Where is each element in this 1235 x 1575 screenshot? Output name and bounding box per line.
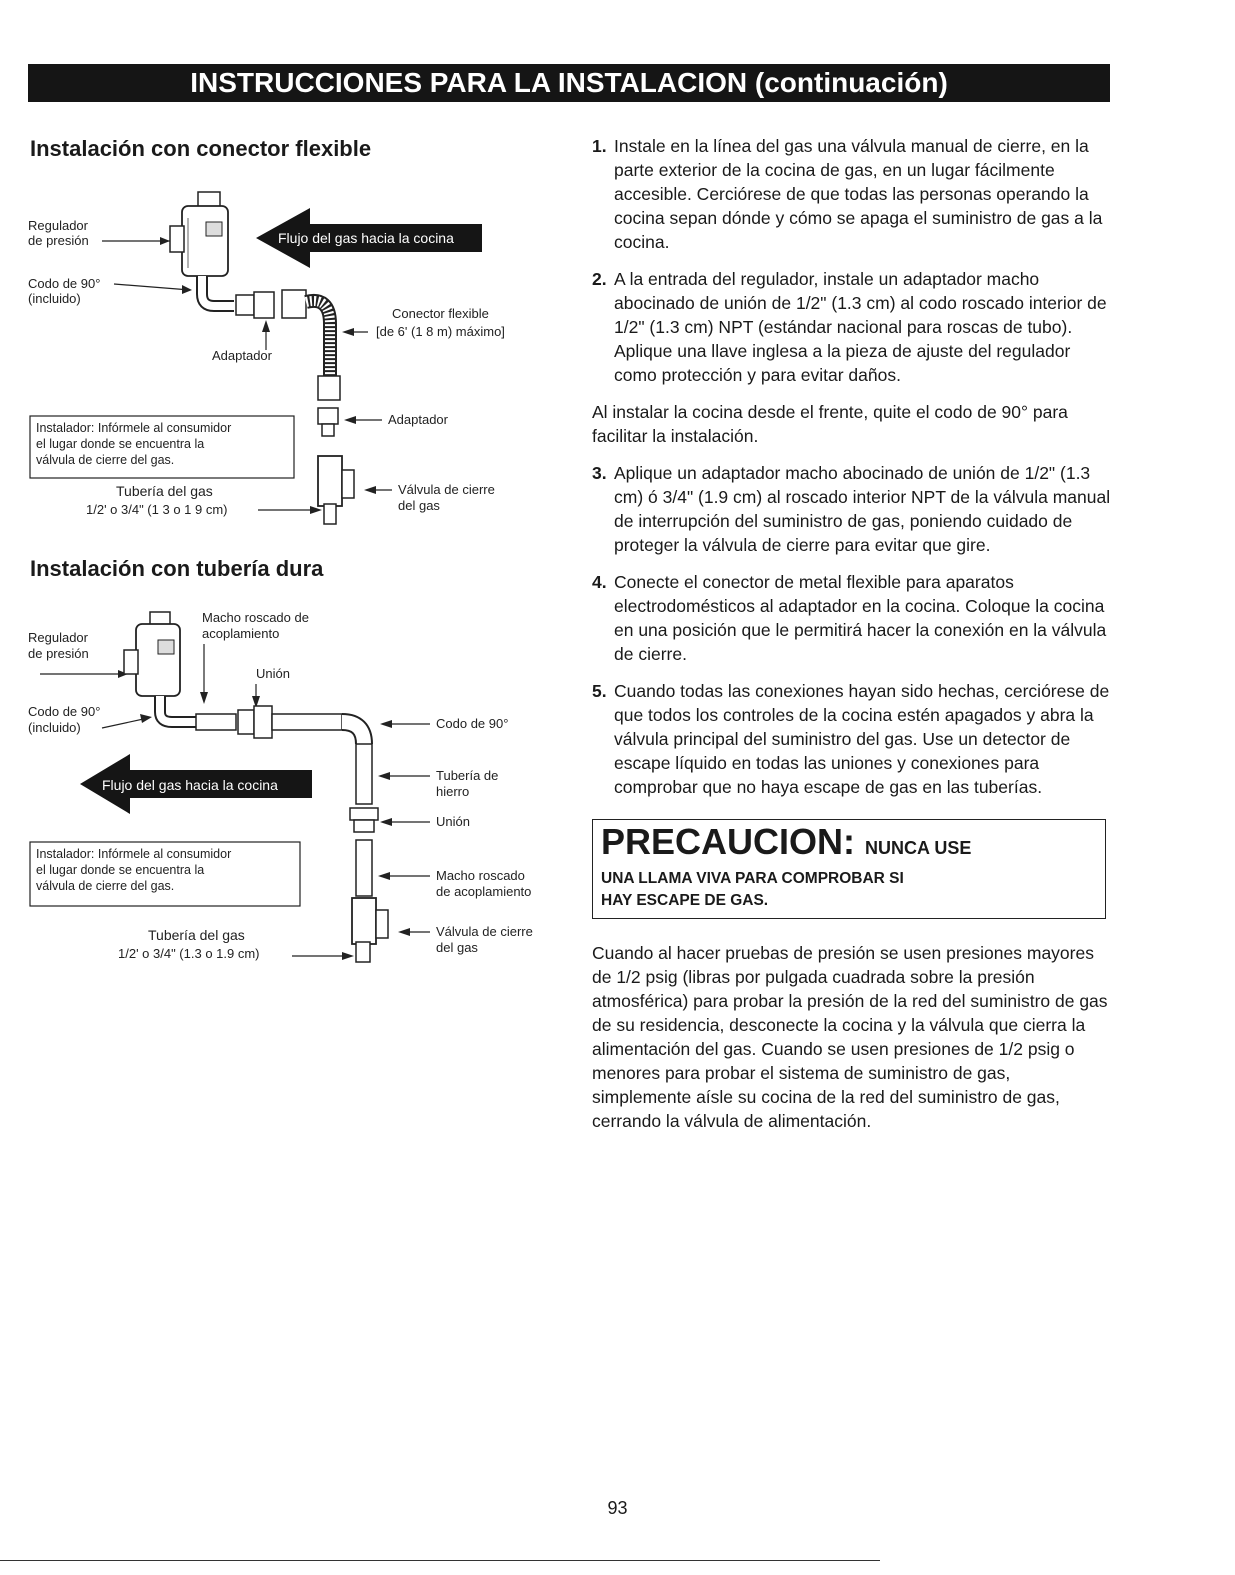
label-tuberia-1: Tubería del gas bbox=[116, 483, 213, 499]
diagram-rigid bbox=[20, 600, 580, 975]
label-codo-2: (incluido) bbox=[28, 291, 81, 306]
note2-line3: válvula de cierre del gas. bbox=[36, 879, 175, 893]
label2-regulador-2: de presión bbox=[28, 646, 89, 661]
front-install-note: Al instalar la cocina desde el frente, quite el codo de 90° para facilitar la instalación. bbox=[592, 402, 1068, 446]
arrowhead-regulador bbox=[160, 237, 170, 245]
label2-union-right: Unión bbox=[436, 814, 470, 829]
label2-macho-right-1: Macho roscado bbox=[436, 868, 525, 883]
label2-valvula-1: Válvula de cierre bbox=[436, 924, 533, 939]
label2-regulador-1: Regulador bbox=[28, 630, 88, 645]
step-5 bbox=[592, 679, 1112, 799]
label2-tuberia-2: 1/2' o 3/4" (1.3 o 1.9 cm) bbox=[118, 946, 260, 961]
lower-adapter bbox=[318, 408, 338, 424]
caution-line-2: HAY ESCAPE DE GAS. bbox=[601, 892, 769, 909]
note1-line2: el lugar donde se encuentra la bbox=[36, 437, 205, 451]
step-4 bbox=[592, 570, 1112, 666]
rigid-pipe-diagram bbox=[20, 600, 580, 970]
section-title-flexible: Instalación con conector flexible bbox=[30, 136, 372, 161]
step-5-text: Cuando todas las conexiones hayan sido hechas, cerciórese de que todos los controles de la cocina estén apagados y abra la válvula principal del suministro del gas. Use un detector de escape líquido en todas las uniones y conexiones para comprobar que no haya escape de gas en las tuberías. bbox=[614, 681, 1110, 797]
label-conector-2: [de 6' (1 8 m) máximo] bbox=[376, 324, 505, 339]
step-4-text: Conecte el conector de metal flexible para aparatos electrodomésticos al adaptador en la cocina. Coloque la cocina en una posición que le permitirá hacer la conexión en la válvula de cierre. bbox=[614, 572, 1107, 664]
caution-box bbox=[592, 819, 1106, 919]
label-regulador-1: Regulador bbox=[28, 218, 88, 233]
section-title-rigid: Instalación con tubería dura bbox=[30, 556, 324, 581]
pressure-test-paragraph: Cuando al hacer pruebas de presión se usen presiones mayores de 1/2 psig (libras por pulgada cuadrada sobre la presión atmosférica) para probar la presión de la red del suministro de gas de su residencia, desconecte la cocina y la válvula que cierra la alimentación del gas. Cuando se usen presiones de 1/2 psig o menores para probar el sistema de suministro de gas, simplemente aísle su cocina de la red del suministro de gas, cerrando la válvula de alimentación. bbox=[592, 943, 1108, 1131]
flow-banner-2-text: Flujo del gas hacia la cocina bbox=[102, 777, 278, 793]
note2-line2: el lugar donde se encuentra la bbox=[36, 863, 205, 877]
step-5-number: 5. bbox=[592, 681, 607, 701]
adapter-fitting bbox=[236, 295, 254, 315]
caution-heading-row bbox=[601, 822, 1097, 868]
step-2 bbox=[592, 267, 1112, 387]
iron-pipe-horizontal bbox=[272, 714, 342, 730]
step-3-text: Aplique un adaptador macho abocinado de unión de 1/2" (1.3 cm) ó 3/4" (1.9 cm) al roscado interior NPT de la válvula manual de interrupción del suministro de gas, poniendo cuidado de proteger la válvula de cierre para evitar que gire. bbox=[614, 463, 1111, 555]
diagram-flexible bbox=[20, 178, 580, 533]
label2-union-top: Unión bbox=[256, 666, 290, 681]
flow-banner-2 bbox=[80, 754, 312, 814]
caution-heading: PRECAUCION: bbox=[601, 821, 856, 862]
label-adaptador-top: Adaptador bbox=[212, 348, 272, 363]
pressure-regulator-2 bbox=[124, 612, 180, 696]
note2-line1: Instalador: Infórmele al consumidor bbox=[36, 847, 232, 861]
label-regulador-2: de presión bbox=[28, 233, 89, 248]
label2-codo-2: (incluido) bbox=[28, 720, 81, 735]
page-header: INSTRUCCIONES PARA LA INSTALACION (continuación) bbox=[28, 64, 1110, 102]
shutoff-valve-2 bbox=[352, 898, 388, 962]
flow-banner-text: Flujo del gas hacia la cocina bbox=[278, 230, 454, 246]
bottom-rule bbox=[0, 1560, 880, 1561]
caution-line-1: UNA LLAMA VIVA PARA COMPROBAR SI bbox=[601, 870, 904, 887]
label-valvula-1: Válvula de cierre bbox=[398, 482, 495, 497]
union-fitting-right bbox=[350, 808, 378, 820]
step-1-number: 1. bbox=[592, 136, 607, 156]
step-3 bbox=[592, 461, 1112, 557]
flow-banner-1 bbox=[256, 208, 482, 268]
step-2-text: A la entrada del regulador, instale un adaptador macho abocinado de unión de 1/2" (1.3 cm) al codo roscado interior de 1/2" (1.3 cm) NPT (estándar nacional para roscas de tubo). Aplique una llave inglesa a la pieza de ajuste del regulador como protección y para evitar daños. bbox=[614, 269, 1107, 385]
iron-pipe-vertical bbox=[356, 744, 372, 804]
note1-line1: Instalador: Infórmele al consumidor bbox=[36, 421, 232, 435]
step-1 bbox=[592, 134, 1112, 254]
label2-valvula-2: del gas bbox=[436, 940, 478, 955]
label2-codo-1: Codo de 90° bbox=[28, 704, 101, 719]
label-adaptador-right: Adaptador bbox=[388, 412, 448, 427]
flexible-connector bbox=[306, 301, 330, 378]
coupling-nipple bbox=[196, 714, 236, 730]
label-codo-1: Codo de 90° bbox=[28, 276, 101, 291]
pressure-regulator bbox=[170, 192, 228, 276]
label-valvula-2: del gas bbox=[398, 498, 440, 513]
label2-codo-right: Codo de 90° bbox=[436, 716, 509, 731]
caution-heading-tail: NUNCA USE bbox=[865, 838, 972, 858]
label2-macho-1: Macho roscado de bbox=[202, 610, 309, 625]
coupling-nipple-vertical bbox=[356, 840, 372, 896]
label2-hierro-1: Tubería de bbox=[436, 768, 499, 783]
page-number: 93 bbox=[607, 1498, 628, 1518]
step-4-number: 4. bbox=[592, 572, 607, 592]
union-fitting-top bbox=[238, 710, 254, 734]
step-1-text: Instale en la línea del gas una válvula manual de cierre, en la parte exterior de la cocina de gas, en un lugar fácilmente accesible. Cerciórese de que todas las personas operando la cocina sepan dónde y cómo se apaga el suministro de gas a la cocina. bbox=[614, 136, 1103, 252]
shutoff-valve-1 bbox=[318, 456, 354, 524]
step-2-number: 2. bbox=[592, 269, 607, 289]
label2-tuberia-1: Tubería del gas bbox=[148, 927, 245, 943]
instructions-column bbox=[592, 134, 1112, 1146]
label2-macho-right-2: de acoplamiento bbox=[436, 884, 532, 899]
label-conector-1: Conector flexible bbox=[392, 306, 489, 321]
step-3-number: 3. bbox=[592, 463, 607, 483]
flexible-connector-diagram bbox=[20, 178, 580, 528]
note1-line3: válvula de cierre del gas. bbox=[36, 453, 175, 467]
label2-hierro-2: hierro bbox=[436, 784, 470, 799]
label-tuberia-2: 1/2' o 3/4" (1 3 o 1 9 cm) bbox=[86, 502, 228, 517]
label2-macho-2: acoplamiento bbox=[202, 626, 280, 641]
